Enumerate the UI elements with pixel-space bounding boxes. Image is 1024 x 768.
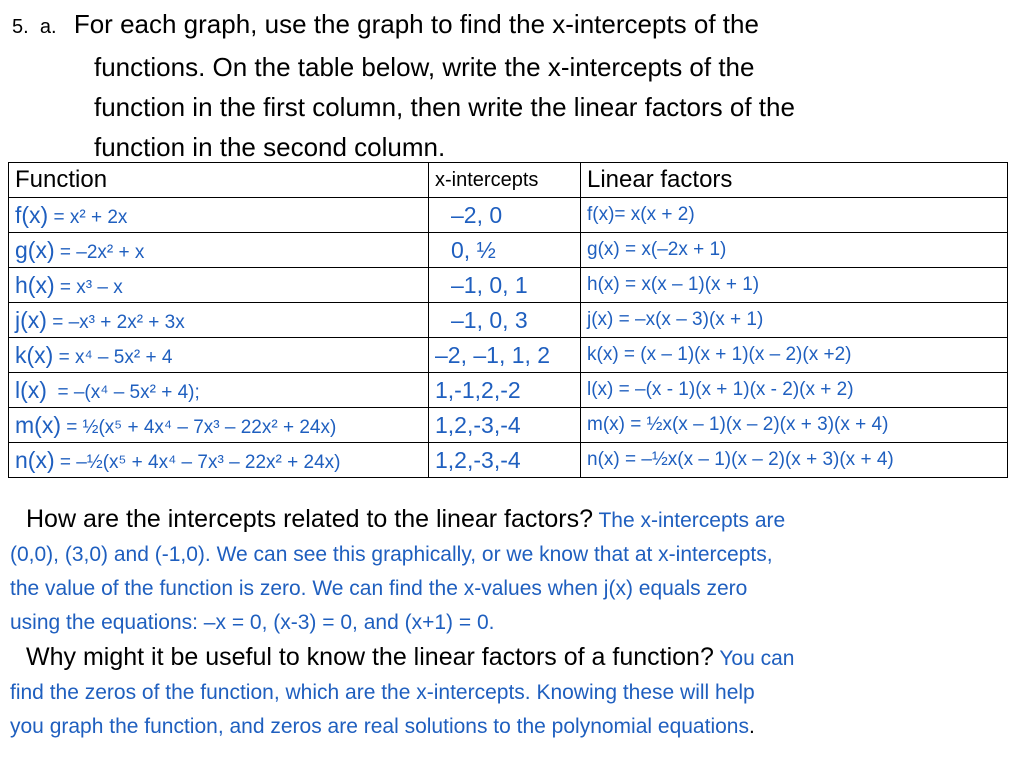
x-intercepts-cell: –2, 0 — [429, 198, 581, 233]
question-intercepts-relation: How are the intercepts related to the linear factors? — [26, 505, 593, 533]
x-intercepts-cell: 0, ½ — [429, 233, 581, 268]
x-intercepts-cell: 1,2,-3,-4 — [429, 443, 581, 478]
answer-1-first-line — [10, 502, 1014, 538]
function-name: l(x) — [15, 376, 47, 403]
function-name: n(x) — [15, 446, 55, 473]
answers-section — [10, 502, 1014, 744]
answer-2-first-line — [10, 640, 1014, 676]
answer-1-line-2: (0,0), (3,0) and (-1,0). We can see this graphically, or we know that at x-intercepts, — [10, 543, 773, 566]
function-cell — [9, 408, 429, 443]
function-expression: = x² + 2x — [48, 206, 128, 228]
question-5a — [12, 4, 1012, 167]
header-x-intercepts: x-intercepts — [429, 163, 581, 198]
table-row — [9, 303, 1008, 338]
table-row — [9, 233, 1008, 268]
question-part: a. — [39, 16, 57, 38]
answer-2-lead: You can — [719, 647, 795, 670]
x-intercepts-cell: 1,-1,2,-2 — [429, 373, 581, 408]
header-linear-factors: Linear factors — [581, 163, 1008, 198]
question-number: 5. — [12, 16, 29, 38]
linear-factors-cell: k(x) = (x – 1)(x + 1)(x – 2)(x +2) — [581, 338, 1008, 373]
factors-table — [8, 162, 1008, 478]
answer-2-end: . — [748, 715, 755, 738]
answer-2-line-2: find the zeros of the function, which are the x-intercepts. Knowing these will help — [10, 681, 755, 704]
x-intercepts-cell: –1, 0, 1 — [429, 268, 581, 303]
linear-factors-cell: h(x) = x(x – 1)(x + 1) — [581, 268, 1008, 303]
function-name: f(x) — [15, 201, 49, 228]
table-row — [9, 408, 1008, 443]
function-expression: = x⁴ – 5x² + 4 — [53, 346, 173, 368]
linear-factors-cell: n(x) = –½x(x – 1)(x – 2)(x + 3)(x + 4) — [581, 443, 1008, 478]
function-name: j(x) — [15, 306, 47, 333]
linear-factors-cell: f(x)= x(x + 2) — [581, 198, 1008, 233]
x-intercepts-cell: 1,2,-3,-4 — [429, 408, 581, 443]
table-row — [9, 373, 1008, 408]
linear-factors-cell: m(x) = ½x(x – 1)(x – 2)(x + 3)(x + 4) — [581, 408, 1008, 443]
table-header-row — [9, 163, 1008, 198]
x-intercepts-cell: –2, –1, 1, 2 — [429, 338, 581, 373]
linear-factors-cell: l(x) = –(x - 1)(x + 1)(x - 2)(x + 2) — [581, 373, 1008, 408]
linear-factors-cell: g(x) = x(–2x + 1) — [581, 233, 1008, 268]
question-line-1 — [12, 4, 1012, 47]
function-expression: = –2x² + x — [54, 241, 145, 263]
table-row — [9, 338, 1008, 373]
function-name: m(x) — [15, 411, 61, 438]
table-row — [9, 268, 1008, 303]
function-cell — [9, 373, 429, 408]
question-text-2: functions. On the table below, write the x-intercepts of the — [94, 52, 755, 82]
question-text-3: function in the first column, then write the linear factors of the — [94, 92, 795, 122]
function-expression: = –x³ + 2x² + 3x — [46, 311, 185, 333]
function-cell — [9, 338, 429, 373]
table-row — [9, 443, 1008, 478]
function-expression: = x³ – x — [54, 276, 123, 298]
answer-1-line-4: using the equations: –x = 0, (x-3) = 0, and (x+1) = 0. — [10, 611, 495, 634]
linear-factors-cell: j(x) = –x(x – 3)(x + 1) — [581, 303, 1008, 338]
function-cell — [9, 443, 429, 478]
function-cell — [9, 198, 429, 233]
question-text-4: function in the second column. — [94, 132, 446, 162]
answer-2-line-3-wrap — [10, 710, 1014, 744]
function-expression: = ½(x⁵ + 4x⁴ – 7x³ – 22x² + 24x) — [60, 416, 337, 438]
header-function: Function — [9, 163, 429, 198]
function-name: g(x) — [15, 236, 55, 263]
answer-1-line-3: the value of the function is zero. We can find the x-values when j(x) equals zero — [10, 577, 748, 600]
function-cell — [9, 233, 429, 268]
function-name: k(x) — [15, 341, 54, 368]
x-intercepts-cell: –1, 0, 3 — [429, 303, 581, 338]
answer-2-line-3: you graph the function, and zeros are real solutions to the polynomial equations — [10, 715, 749, 738]
function-expression: = –(x⁴ – 5x² + 4); — [46, 381, 200, 403]
answer-1-lead: The x-intercepts are — [598, 509, 786, 532]
question-linear-factors-usefulness: Why might it be useful to know the linear factors of a function? — [26, 643, 714, 671]
function-cell — [9, 303, 429, 338]
function-expression: = –½(x⁵ + 4x⁴ – 7x³ – 22x² + 24x) — [54, 451, 341, 473]
question-text-1: For each graph, use the graph to find the x-intercepts of the — [73, 9, 759, 39]
table-row — [9, 198, 1008, 233]
function-name: h(x) — [15, 271, 55, 298]
function-cell — [9, 268, 429, 303]
